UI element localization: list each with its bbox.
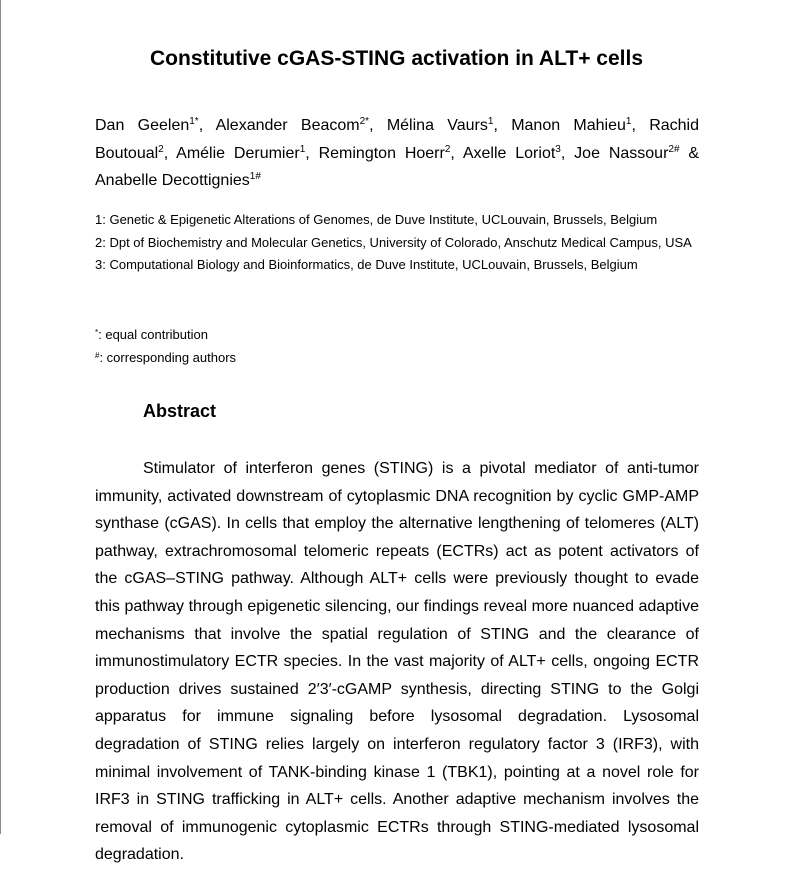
author-separator: , — [450, 144, 463, 162]
note-symbol: # — [95, 351, 100, 360]
author — [176, 145, 305, 162]
author-separator: , — [631, 117, 650, 134]
author — [319, 145, 451, 162]
abstract-heading: Abstract — [143, 401, 217, 421]
author-affiliation-mark: 1* — [189, 116, 199, 127]
author-note — [95, 323, 699, 346]
author-affiliation-mark: 2 — [158, 143, 164, 155]
author-separator: , — [560, 144, 575, 162]
author-separator: & — [679, 144, 700, 162]
author-notes — [95, 323, 699, 369]
author-list — [95, 112, 699, 195]
page-edge — [0, 0, 1, 834]
author-name: Rachid Boutoual — [95, 117, 700, 162]
author-name: Mélina Vaurs — [386, 117, 488, 134]
author — [95, 117, 199, 134]
author — [216, 117, 370, 134]
author-name: Joe Nassour — [574, 144, 669, 162]
author-affiliation-mark: 1 — [487, 116, 494, 127]
paper-title: Constitutive cGAS-STING activation in ALT+ cells — [150, 47, 643, 70]
author — [574, 145, 679, 162]
author-name: Alexander Beacom — [215, 117, 360, 134]
note-text: : equal contribution — [98, 327, 208, 342]
affiliation-list — [95, 209, 699, 277]
author-affiliation-mark: 3 — [555, 143, 561, 155]
author — [511, 117, 631, 134]
author-name: Dan Geelen — [95, 117, 190, 134]
author-affiliation-mark: 1# — [249, 171, 261, 182]
author-affiliation-mark: 2# — [668, 143, 680, 155]
author-separator: , — [163, 144, 177, 162]
author — [95, 172, 261, 189]
author — [387, 117, 494, 134]
author-separator: , — [198, 117, 216, 134]
author-name: Remington Hoerr — [318, 144, 445, 162]
author-separator: , — [369, 117, 387, 134]
author-name: Amélie Derumier — [176, 144, 300, 162]
author — [463, 145, 561, 162]
affiliation: 3: Computational Biology and Bioinformatics, de Duve Institute, UCLouvain, Brussels, Belgium — [95, 257, 638, 272]
note-text: : corresponding authors — [99, 350, 237, 365]
author-affiliation-mark: 2 — [444, 143, 451, 155]
author-note — [95, 346, 699, 369]
note-symbol: * — [95, 328, 99, 337]
abstract-text: Stimulator of interferon genes (STING) is a pivotal mediator of anti-tumor immunity, activated downstream of cytoplasmic DNA recognition by cyclic GMP-AMP synthase (cGAS). In cells that employ the alternative lengthening of telomeres (ALT) pathway, extrachromosomal telomeric repeats (ECTRs) act as potent activators of the cGAS–STING pathway. Although ALT+ cells were previously thought to evade this pathway through epigenetic silencing, our findings reveal more nuanced adaptive mechanisms that involve the spatial regulation of STING and the clearance of immunostimulatory ECTR species. In the vast majority of ALT+ cells, ongoing ECTR production drives sustained 2′3′-cGAMP synthesis, directing STING to the Golgi apparatus for immune signaling before lysosomal degradation. Lysosomal degradation of STING relies largely on interferon regulatory factor 3 (IRF3), with minimal involvement of TANK-binding kinase 1 (TBK1), pointing at a novel role for IRF3 in STING trafficking in ALT+ cells. Another adaptive mechanism involves the removal of immunogenic cytoplasmic ECTRs through STING-mediated lysosomal degradation. — [95, 460, 699, 864]
author-separator: , — [493, 117, 512, 134]
author-name: Axelle Loriot — [462, 144, 556, 162]
author-affiliation-mark: 1 — [299, 143, 306, 155]
author-affiliation-mark: 2* — [359, 116, 370, 127]
author-name: Anabelle Decottignies — [95, 172, 250, 189]
author-name: Manon Mahieu — [511, 117, 626, 134]
author-separator: , — [305, 144, 319, 162]
affiliation: 2: Dpt of Biochemistry and Molecular Genetics, University of Colorado, Anschutz Medical Campus, USA — [95, 234, 692, 250]
author-affiliation-mark: 1 — [625, 116, 632, 127]
affiliation: 1: Genetic & Epigenetic Alterations of Genomes, de Duve Institute, UCLouvain, Brussels, Belgium — [95, 212, 658, 227]
